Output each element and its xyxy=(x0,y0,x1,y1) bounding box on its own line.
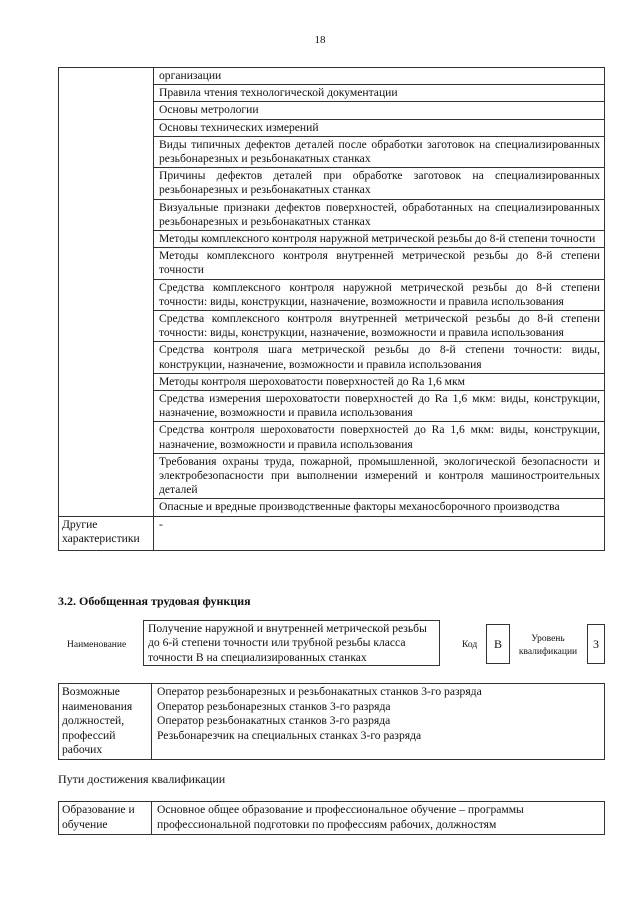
required-knowledge-table xyxy=(58,67,605,551)
knowledge-item: Основы технических измерений xyxy=(154,119,605,136)
knowledge-item: Причины дефектов деталей при обработке заготовок на специализированных резьбонарезных и резьбонакатных станках xyxy=(154,168,605,199)
knowledge-item: Виды типичных дефектов деталей после обработки заготовок на специализированных резьбонарезных и резьбонакатных станках xyxy=(154,136,605,167)
knowledge-item: Методы контроля шероховатости поверхностей до Ra 1,6 мкм xyxy=(154,373,605,390)
knowledge-item: Опасные и вредные производственные факторы механосборочного производства xyxy=(154,499,605,516)
education-value: Основное общее образование и профессиональное обучение – программы профессиональной подготовки по профессиям рабочих, должностям xyxy=(152,802,605,835)
education-label: Образование и обучение xyxy=(59,802,152,835)
knowledge-item: Визуальные признаки дефектов поверхностей, обработанных на специализированных резьбонарезных и резьбонакатных станках xyxy=(154,199,605,230)
positions-label: Возможные наименования должностей, профессий рабочих xyxy=(59,684,152,760)
knowledge-item: организации xyxy=(154,68,605,85)
name-label: Наименование xyxy=(67,640,127,650)
positions-list xyxy=(152,684,605,760)
position-item: Оператор резьбонарезных станков 3-го разряда xyxy=(157,699,391,713)
page-number: 18 xyxy=(314,34,326,46)
knowledge-item: Средства контроля шага метрической резьбы до 8-й степени точности: виды, конструкции, назначение, возможности и правила использования xyxy=(154,342,605,373)
code-label: Код xyxy=(462,640,478,650)
knowledge-item: Требования охраны труда, пожарной, промышленной, экологической безопасности и электробезопасности при выполнении измерений и контроля машиностроительных деталей xyxy=(154,453,605,499)
knowledge-item: Правила чтения технологической документации xyxy=(154,85,605,102)
knowledge-label-cell xyxy=(59,68,154,517)
position-item: Оператор резьбонакатных станков 3-го разряда xyxy=(157,714,391,727)
position-item: Оператор резьбонарезных и резьбонакатных станков 3-го разряда xyxy=(157,685,482,698)
other-characteristics-label: Другие характеристики xyxy=(59,516,154,550)
qualification-level-box: 3 xyxy=(587,624,605,664)
position-item: Резьбонарезчик на специальных станках 3-го разряда xyxy=(157,728,422,742)
knowledge-item: Методы комплексного контроля внутренней метрической резьбы до 8-й степени точности xyxy=(154,248,605,279)
knowledge-item: Средства контроля шероховатости поверхностей до Ra 1,6 мкм: виды, конструкции, назначение, возможности и правила использования xyxy=(154,422,605,453)
knowledge-item: Основы метрологии xyxy=(154,102,605,119)
knowledge-item: Средства измерения шероховатости поверхностей до Ra 1,6 мкм: виды, конструкции, назначение, возможности и правила использования xyxy=(154,391,605,422)
positions-table xyxy=(58,683,605,760)
knowledge-item: Средства комплексного контроля внутренней метрической резьбы до 8-й степени точности: виды, конструкции, назначение, возможности и правила использования xyxy=(154,311,605,342)
function-name-box: Получение наружной и внутренней метрической резьбы до 6-й степени точности или трубной резьбы класса точности В на специализированных станках xyxy=(143,620,440,666)
qualification-level-label: Уровень квалификации xyxy=(518,634,578,657)
section-heading: 3.2. Обобщенная трудовая функция xyxy=(58,594,251,608)
code-box: B xyxy=(486,624,510,664)
knowledge-item: Методы комплексного контроля наружной метрической резьбы до 8-й степени точности xyxy=(154,231,605,248)
education-table xyxy=(58,801,605,835)
other-characteristics-value: - xyxy=(154,516,605,550)
qualification-paths-title: Пути достижения квалификации xyxy=(58,772,226,786)
knowledge-item: Средства комплексного контроля наружной метрической резьбы до 8-й степени точности: виды, конструкции, назначение, возможности и правила использования xyxy=(154,279,605,310)
